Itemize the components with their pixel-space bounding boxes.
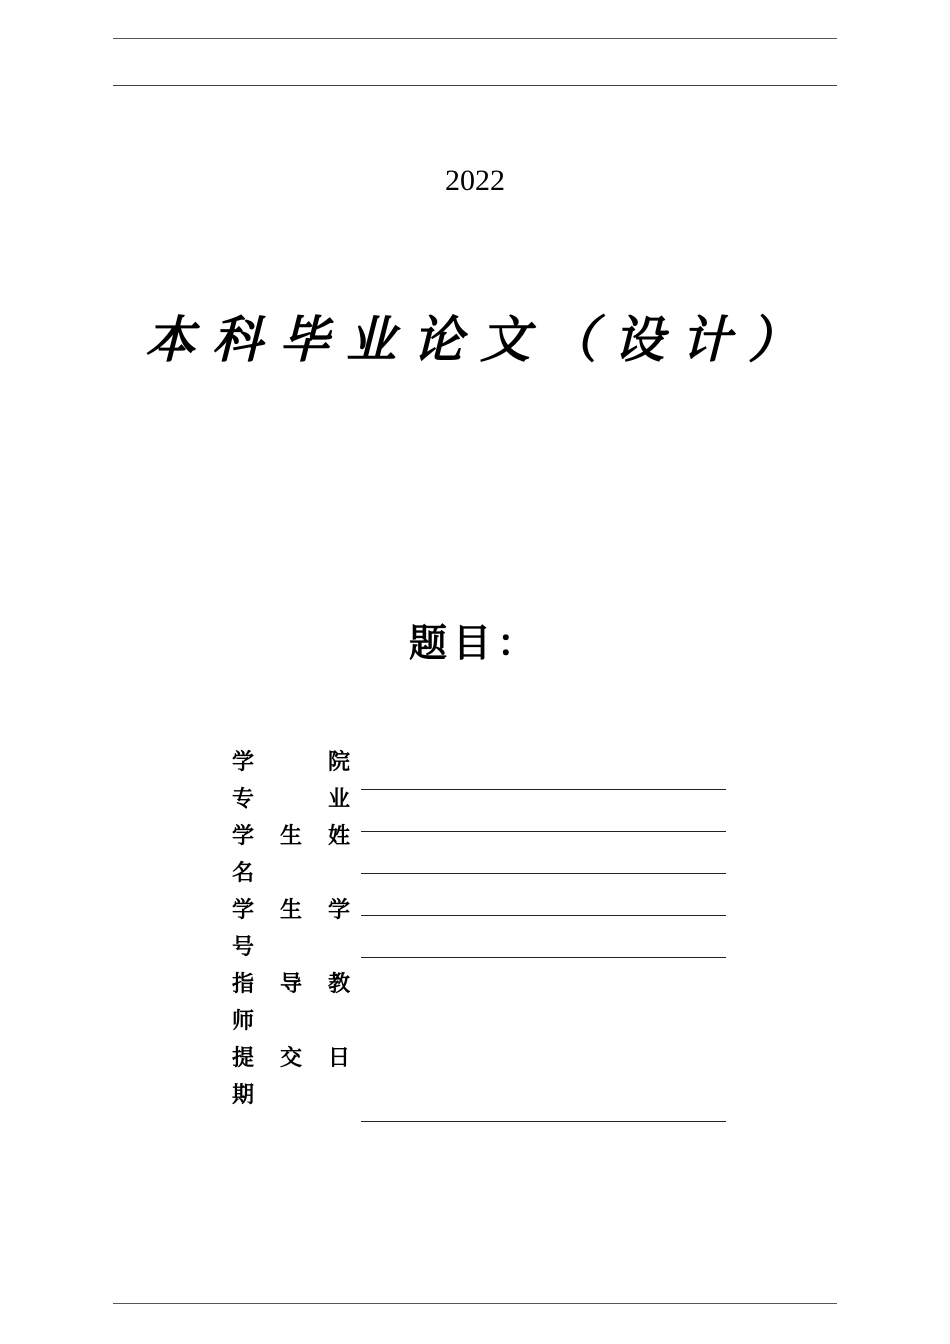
label-char: 师 <box>232 1009 255 1034</box>
label-char: 指 <box>232 972 255 997</box>
label-char: 号 <box>232 935 255 960</box>
label-char: 交 <box>279 1046 302 1071</box>
header-rule-bottom <box>113 85 837 86</box>
label-char: 生 <box>279 824 302 849</box>
label-char: 教 <box>327 972 350 997</box>
label-char: 学 <box>327 898 350 923</box>
label-char: 名 <box>232 861 255 886</box>
label-char: 姓 <box>327 824 350 849</box>
label-char: 日 <box>327 1046 350 1071</box>
label-char: 学 <box>232 898 255 923</box>
submission-date-field-line[interactable] <box>361 1121 726 1122</box>
advisor-field-line[interactable] <box>361 957 726 958</box>
label-char: 生 <box>279 898 302 923</box>
label-row <box>232 818 350 855</box>
label-row <box>232 744 350 781</box>
label-char: 学 <box>232 750 255 775</box>
label-row <box>232 1040 350 1077</box>
label-row <box>232 1077 350 1114</box>
header-rule-top <box>113 38 837 39</box>
label-row <box>232 892 350 929</box>
label-char: 期 <box>232 1083 255 1108</box>
student-name-field-line[interactable] <box>361 873 726 874</box>
label-row <box>232 781 350 818</box>
label-char: 导 <box>279 972 302 997</box>
label-row <box>232 966 350 1003</box>
footer-rule <box>113 1303 837 1304</box>
label-char: 专 <box>232 787 255 812</box>
major-field-line[interactable] <box>361 831 726 832</box>
college-field-line[interactable] <box>361 789 726 790</box>
label-row <box>232 855 350 892</box>
label-char: 学 <box>232 824 255 849</box>
year-label: 2022 <box>445 164 505 197</box>
label-char: 提 <box>232 1046 255 1071</box>
label-char: 院 <box>327 750 350 775</box>
label-row <box>232 1003 350 1040</box>
student-id-field-line[interactable] <box>361 915 726 916</box>
label-char: 业 <box>327 787 350 812</box>
topic-label: 题目： <box>408 621 541 665</box>
form-labels <box>232 744 350 1114</box>
thesis-title: 本科毕业论文（设计） <box>145 310 815 369</box>
label-row <box>232 929 350 966</box>
